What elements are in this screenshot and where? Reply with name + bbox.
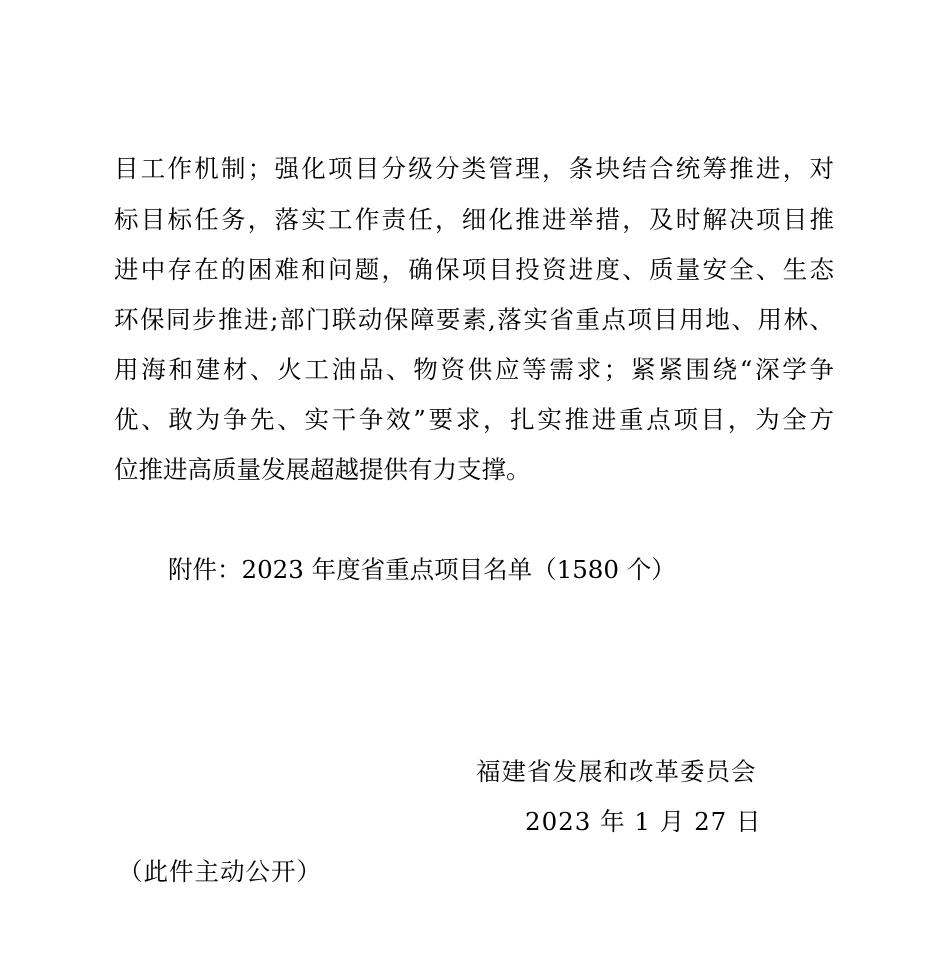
body-text-line: 标目标任务，落实工作责任，细化推进举措，及时解决项目推 [114,205,834,234]
issue-date: 2023 年 1 月 27 日 [525,807,762,836]
issuing-authority: 福建省发展和改革委员会 [476,757,757,786]
body-text-line: 进中存在的困难和问题，确保项目投资进度、质量安全、生态 [114,255,834,284]
body-text-line: 目工作机制；强化项目分级分类管理，条块结合统筹推进，对 [114,154,834,183]
body-text-line: 环保同步推进;部门联动保障要素,落实省重点项目用地、用林、 [114,305,834,334]
body-text-line: 用海和建材、火工油品、物资供应等需求；紧紧围绕“深学争 [114,355,834,384]
body-text-line: 位推进高质量发展超越提供有力支撑。 [114,455,531,484]
body-text-line: 优、敢为争先、实干争效”要求，扎实推进重点项目，为全方 [114,405,834,434]
disclosure-note: （此件主动公开） [118,857,322,886]
attachment-note: 附件：2023 年度省重点项目名单（1580 个） [168,555,676,584]
